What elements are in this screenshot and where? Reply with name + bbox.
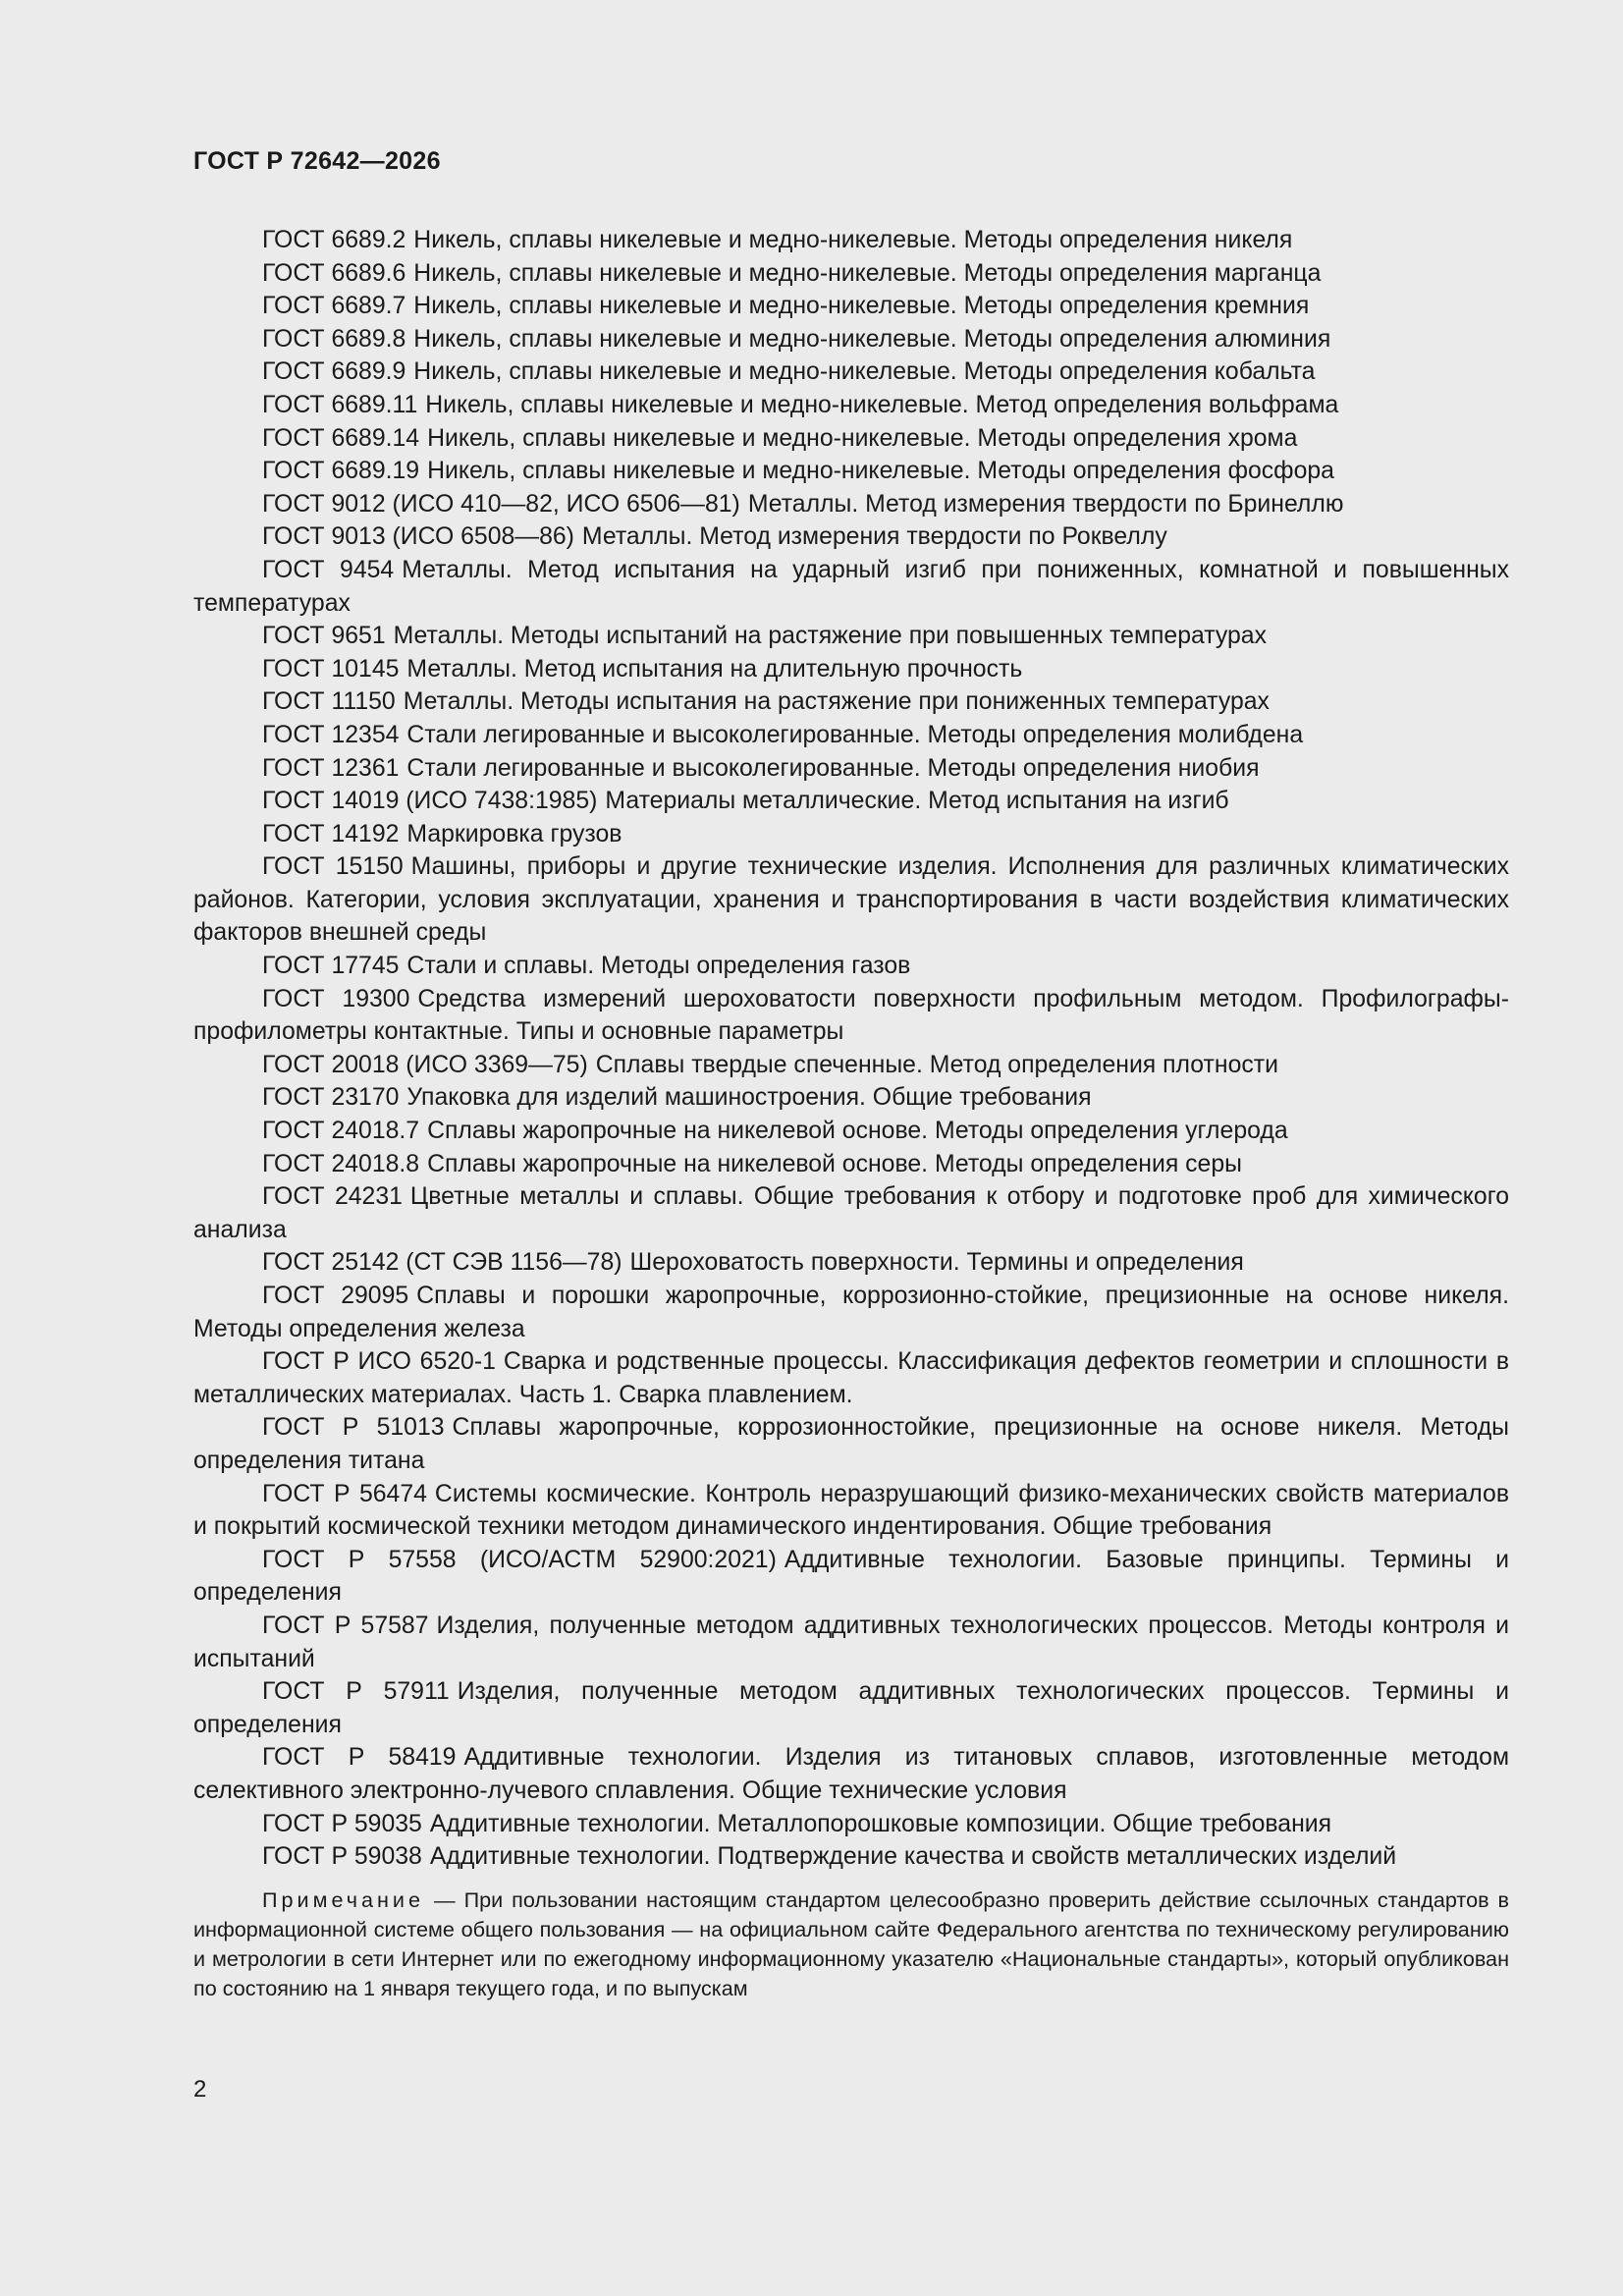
reference-item (193, 1808, 1509, 1841)
reference-item (193, 455, 1509, 488)
reference-item (193, 1246, 1509, 1280)
reference-title: Сплавы жаропрочные на никелевой основе. Методы определения серы (427, 1150, 1242, 1177)
reference-title: Стали и сплавы. Методы определения газов (406, 953, 911, 980)
reference-title: Сплавы твердые спеченные. Метод определения плотности (595, 1051, 1278, 1078)
reference-title: Аддитивные технологии. Металлопорошковые композиции. Общие требования (429, 1810, 1332, 1837)
reference-code: ГОСТ 29095 (262, 1283, 409, 1309)
reference-title: Металлы. Метод измерения твердости по Роквеллу (581, 523, 1167, 551)
reference-item (193, 1840, 1509, 1874)
reference-title: Упаковка для изделий машиностроения. Общие требования (406, 1084, 1092, 1112)
references-container (193, 224, 1509, 1874)
reference-title: Металлы. Метод испытания на длительную прочность (406, 655, 1023, 683)
reference-title: Машины, приборы и другие технические изделия. Исполнения для различных климатических районов. Категории, условия эксплуатации, хранения и транспортирования в части воздействия климатических факторов внешней среды (193, 853, 1510, 947)
reference-title: Аддитивные технологии. Подтверждение качества и свойств металлических изделий (429, 1843, 1397, 1871)
reference-code: ГОСТ 10145 (262, 655, 400, 683)
reference-code: ГОСТ 24018.7 (262, 1118, 420, 1145)
reference-code: ГОСТ 6689.14 (262, 424, 420, 452)
reference-item (193, 785, 1509, 818)
reference-item (193, 850, 1509, 950)
reference-code: ГОСТ Р 57587 (262, 1612, 429, 1639)
reference-title: Никель, сплавы никелевые и медно-никелевые. Методы определения кобальта (413, 358, 1316, 386)
reference-title: Стали легированные и высоколегированные. Методы определения молибдена (406, 721, 1304, 748)
reference-title: Материалы металлические. Метод испытания на изгиб (605, 788, 1229, 815)
reference-title: Маркировка грузов (406, 820, 622, 847)
reference-title: Цветные металлы и сплавы. Общие требования к отбору и подготовке проб для химического анализа (193, 1183, 1509, 1243)
reference-title: Металлы. Метод испытания на ударный изгиб при пониженных, комнатной и повышенных температурах (193, 556, 1510, 617)
reference-code: ГОСТ Р 57558 (ИСО/АСТМ 52900:2021) (262, 1546, 777, 1573)
reference-code: ГОСТ 24231 (262, 1183, 403, 1211)
reference-code: ГОСТ 15150 (262, 853, 404, 881)
reference-title: Аддитивные технологии. Базовые принципы. Термины и определения (193, 1546, 1509, 1607)
reference-item (193, 488, 1509, 521)
reference-code: ГОСТ Р 59035 (262, 1810, 422, 1837)
reference-code: ГОСТ 9013 (ИСО 6508—86) (262, 523, 574, 551)
reference-code: ГОСТ 9651 (262, 623, 386, 650)
document-header: ГОСТ Р 72642—2026 (193, 147, 441, 175)
reference-item (193, 1081, 1509, 1115)
reference-code: ГОСТ Р 59038 (262, 1843, 422, 1871)
reference-item (193, 224, 1509, 257)
reference-item (193, 355, 1509, 389)
reference-code: ГОСТ 9454 (262, 556, 395, 583)
reference-title: Никель, сплавы никелевые и медно-никелевые. Метод определения вольфрама (425, 391, 1339, 418)
reference-item (193, 1345, 1509, 1411)
note-label: Примечание (262, 1886, 424, 1912)
reference-item (193, 1148, 1509, 1181)
reference-code: ГОСТ 6689.11 (262, 391, 418, 418)
reference-code: ГОСТ 6689.8 (262, 325, 406, 353)
reference-item (193, 1280, 1509, 1345)
reference-code: ГОСТ 12361 (262, 754, 400, 782)
reference-item (193, 554, 1509, 620)
reference-item (193, 1180, 1509, 1246)
reference-title: Никель, сплавы никелевые и медно-никелевые. Методы определения хрома (427, 424, 1298, 452)
reference-code: ГОСТ 17745 (262, 953, 400, 980)
reference-item (193, 752, 1509, 786)
reference-item (193, 818, 1509, 851)
reference-code: ГОСТ 20018 (ИСО 3369—75) (262, 1051, 588, 1078)
reference-title: Сплавы жаропрочные, коррозионностойкие, прецизионные на основе никеля. Методы определения титана (193, 1414, 1509, 1474)
reference-title: Никель, сплавы никелевые и медно-никелевые. Методы определения никеля (413, 227, 1293, 253)
reference-item (193, 257, 1509, 291)
note-text: — При пользовании настоящим стандартом целесообразно проверить действие ссылочных стандартов в информационной системе общего пользования — на официальном сайте Федерального агентства по техническому регулированию и метрологии в сети Интернет или по ежегодному информационному указателю «Национальные стандарты», который опубликован по состоянию на 1 января текущего года, и по выпускам (193, 1886, 1509, 2000)
reference-title: Сплавы жаропрочные на никелевой основе. Методы определения углерода (427, 1118, 1288, 1145)
reference-code: ГОСТ 6689.7 (262, 293, 406, 320)
reference-item (193, 1478, 1509, 1544)
reference-item (193, 685, 1509, 719)
reference-title: Никель, сплавы никелевые и медно-никелевые. Методы определения марганца (413, 259, 1322, 287)
note-paragraph (193, 1886, 1509, 2003)
reference-item (193, 620, 1509, 653)
reference-title: Изделия, полученные методом аддитивных технологических процессов. Термины и определения (193, 1678, 1509, 1738)
reference-code: ГОСТ 19300 (262, 985, 410, 1012)
reference-title: Системы космические. Контроль неразрушающий физико-механических свойств материалов и покрытий космической техники методом динамического индентирования. Общие требования (193, 1480, 1509, 1541)
reference-code: ГОСТ 6689.2 (262, 227, 406, 253)
reference-code: ГОСТ Р 51013 (262, 1414, 445, 1442)
reference-title: Изделия, полученные методом аддитивных технологических процессов. Методы контроля и испытаний (193, 1612, 1510, 1672)
reference-item (193, 520, 1509, 554)
reference-title: Металлы. Метод измерения твердости по Бринеллю (747, 490, 1344, 518)
reference-item (193, 950, 1509, 983)
reference-item (193, 983, 1509, 1049)
reference-item (193, 1544, 1509, 1610)
reference-item (193, 422, 1509, 456)
reference-code: ГОСТ 6689.9 (262, 358, 406, 386)
reference-title: Сварка и родственные процессы. Классификация дефектов геометрии и сплошности в металлических материалах. Часть 1. Сварка плавлением. (193, 1348, 1510, 1408)
reference-title: Аддитивные технологии. Изделия из титановых сплавов, изготовленные методом селективного электронно-лучевого сплавления. Общие технические условия (193, 1744, 1509, 1804)
reference-code: ГОСТ 12354 (262, 721, 400, 748)
reference-code: ГОСТ 9012 (ИСО 410—82, ИСО 6506—81) (262, 490, 740, 518)
reference-code: ГОСТ 14019 (ИСО 7438:1985) (262, 788, 598, 815)
reference-title: Никель, сплавы никелевые и медно-никелевые. Методы определения кремния (413, 293, 1310, 320)
reference-title: Шероховатость поверхности. Термины и определения (629, 1249, 1244, 1277)
reference-code: ГОСТ 11150 (262, 688, 396, 716)
reference-title: Стали легированные и высоколегированные. Методы определения ниобия (406, 754, 1260, 782)
page-number: 2 (193, 2076, 207, 2103)
reference-item (193, 1049, 1509, 1082)
reference-code: ГОСТ Р 56474 (262, 1480, 427, 1507)
reference-title: Сплавы и порошки жаропрочные, коррозионно-стойкие, прецизионные на основе никеля. Методы определения железа (193, 1283, 1509, 1342)
reference-item (193, 389, 1509, 422)
reference-title: Средства измерений шероховатости поверхности профильным методом. Профилографы-профилометры контактные. Типы и основные параметры (193, 985, 1509, 1046)
reference-code: ГОСТ 14192 (262, 820, 400, 847)
reference-item (193, 653, 1509, 686)
reference-code: ГОСТ 25142 (СТ СЭВ 1156—78) (262, 1249, 622, 1277)
reference-item (193, 719, 1509, 752)
reference-code: ГОСТ 23170 (262, 1084, 400, 1112)
reference-code: ГОСТ 24018.8 (262, 1150, 420, 1177)
reference-title: Металлы. Методы испытаний на растяжение при повышенных температурах (393, 623, 1267, 650)
reference-item (193, 1610, 1509, 1675)
reference-title: Никель, сплавы никелевые и медно-никелевые. Методы определения фосфора (427, 458, 1334, 485)
reference-item (193, 1411, 1509, 1477)
reference-code: ГОСТ Р ИСО 6520-1 (262, 1348, 496, 1376)
reference-item (193, 323, 1509, 356)
reference-item (193, 1675, 1509, 1741)
reference-code: ГОСТ Р 57911 (262, 1678, 450, 1706)
reference-item (193, 290, 1509, 323)
reference-code: ГОСТ Р 58419 (262, 1744, 457, 1772)
reference-title: Никель, сплавы никелевые и медно-никелевые. Методы определения алюминия (413, 325, 1331, 353)
references-list (193, 224, 1509, 2003)
reference-title: Металлы. Методы испытания на растяжение при пониженных температурах (403, 688, 1270, 716)
reference-code: ГОСТ 6689.19 (262, 458, 420, 485)
reference-item (193, 1115, 1509, 1148)
reference-code: ГОСТ 6689.6 (262, 259, 406, 287)
reference-item (193, 1741, 1509, 1807)
